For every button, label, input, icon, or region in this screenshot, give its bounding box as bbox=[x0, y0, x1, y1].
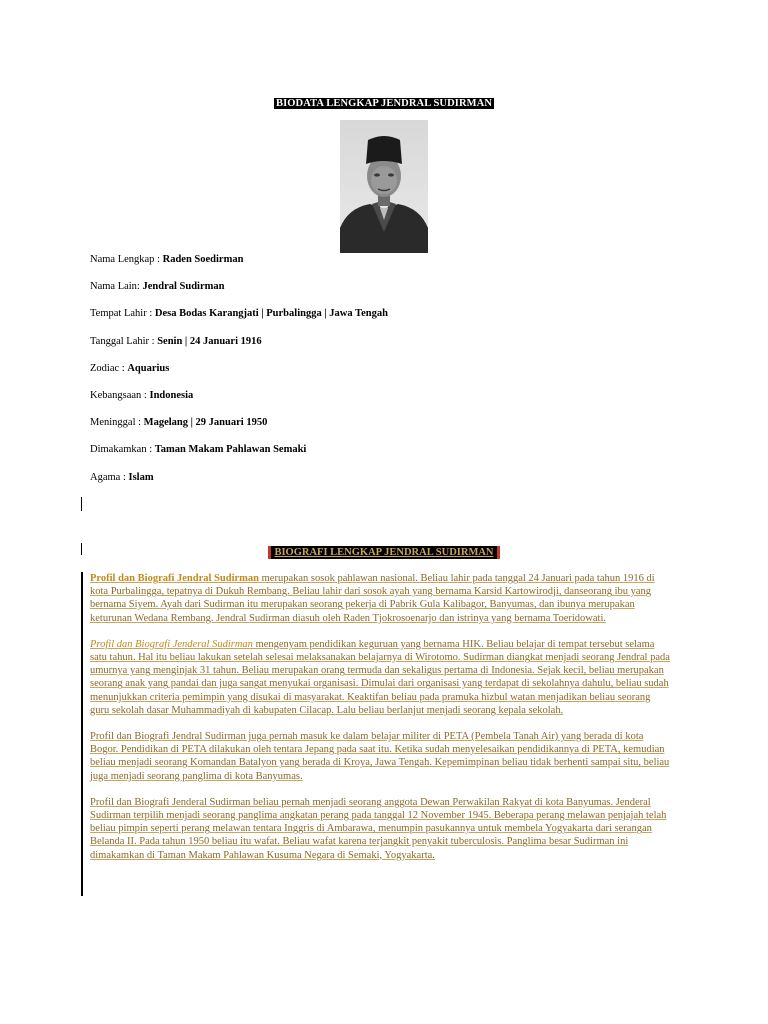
portrait-image bbox=[340, 120, 428, 253]
field-value: Jendral Sudirman bbox=[142, 281, 225, 293]
text-cursor-mark bbox=[81, 497, 82, 511]
field-label: Dimakamkan : bbox=[90, 444, 155, 456]
paragraph-text[interactable]: merupakan sosok pahlawan nasional. Beliau lahir pada tanggal 24 Januari pada tahun 1916 di kota Purbalingga, tepatnya di Dukuh Rembang. Beliau lahir dari sosok ayah yang bernama Karsid Kartowirodji, danseorang ibu yang bernama Siyem. Ayah dari Sudirman itu merupakan seorang pekerja di Pabrik Gula Kalibagor, Banyumas, dan ibunya merupakan keturunan Wedana Rembang. Jendral Sudirman diasuh oleh Raden Tjokrosoenarjo dan istrinya yang bernama Toeridowati. bbox=[90, 573, 655, 624]
paragraph-text[interactable]: mengenyam pendidikan keguruan yang bernama HIK. Beliau belajar di tempat tersebut selama satu tahun. Hal itu beliau lakukan setelah selesai melaksanakan belajarnya di Wirotomo. Sudirman diangkat menjadi seorang Jendral pada umurnya yang menginjak 31 tahun. Beliau merupakan orang termuda dan sekaligus pertama di Indonesia. Sejak kecil, beliau merupakan seorang anak yang pandai dan juga sangat menyukai organisasi. Dimulai dari organisasi yang terdapat di sekolahnya dahulu, beliau sudah menunjukkan criteria pemimpin yang disukai di masyarakat. Keaktifan beliau pada pramuka hizbul watan menjadikan beliau seorang guru sekolah dasar Muhammadiyah di kabupaten Cilacap. Lalu beliau berlanjut menjadi seorang kepala sekolah. bbox=[90, 638, 670, 716]
field-label: Meninggal : bbox=[90, 417, 144, 429]
field-value: Aquarius bbox=[127, 362, 170, 374]
title-wrapper bbox=[0, 93, 768, 111]
paragraph-lead[interactable]: Profil dan Biografi Jendral Sudirman bbox=[90, 573, 259, 584]
field-value: Islam bbox=[128, 471, 154, 483]
field-tempat-lahir bbox=[90, 308, 690, 320]
field-label: Zodiac : bbox=[90, 362, 128, 374]
field-label: Agama : bbox=[90, 471, 129, 483]
paragraph bbox=[90, 638, 670, 717]
document-title: BIODATA LENGKAP JENDRAL SUDIRMAN bbox=[275, 98, 493, 109]
field-value: Desa Bodas Karangjati | Purbalingga | Jawa Tengah bbox=[154, 308, 388, 320]
field-label: Tanggal Lahir : bbox=[90, 335, 158, 347]
paragraph bbox=[90, 796, 670, 862]
field-value: Taman Makam Pahlawan Semaki bbox=[154, 444, 307, 456]
field-nama-lengkap bbox=[90, 254, 690, 266]
section-heading: BIOGRAFI LENGKAP JENDRAL SUDIRMAN bbox=[268, 546, 499, 559]
paragraph bbox=[90, 730, 670, 783]
field-label: Nama Lain: bbox=[90, 281, 143, 293]
field-value: Senin | 24 Januari 1916 bbox=[157, 335, 262, 347]
field-agama bbox=[90, 472, 690, 484]
field-value: Raden Soedirman bbox=[162, 254, 244, 265]
content-left-border bbox=[81, 572, 83, 896]
field-label: Tempat Lahir : bbox=[90, 308, 155, 320]
biodata-fields bbox=[90, 254, 690, 499]
field-value: Indonesia bbox=[149, 389, 194, 401]
paragraph-text[interactable]: Profil dan Biografi Jenderal Sudirman beliau pernah menjadi seorang anggota Dewan Perwakilan Rakyat di kota Banyumas. Jenderal Sudirman terpilih menjadi seorang panglima angkatan perang pada tanggal 12 November 1945. Beberapa perang melawan penjajah telah beliau pimpin seperti perang melawan tentara Inggris di Ambarawa, menumpin pasukannya untuk membela Yogyakarta dari serangan Belanda II. Pada tahun 1950 beliau itu wafat. Beliau wafat karena terjangkit penyakit tuberculosis. Panglima besar Sudirman ini dimakamkan di Taman Makam Pahlawan Kusuma Negara di Semaki, Yogyakarta. bbox=[90, 796, 667, 861]
field-value: Magelang | 29 Januari 1950 bbox=[143, 417, 268, 429]
field-label: Kebangsaan : bbox=[90, 389, 150, 401]
field-meninggal bbox=[90, 417, 690, 429]
paragraph bbox=[90, 572, 670, 625]
paragraph-lead[interactable]: Profil dan Biografi Jenderal Sudirman bbox=[90, 638, 253, 650]
field-nama-lain bbox=[90, 281, 690, 293]
portrait-photo bbox=[340, 120, 428, 253]
section-heading-wrapper bbox=[0, 542, 768, 560]
paragraph-text[interactable]: Profil dan Biografi Jendral Sudirman juga pernah masuk ke dalam belajar militer di PETA (Pembela Tanah Air) yang berada di kota Bogor. Pendidikan di PETA dilakukan oleh tentara Jepang pada saat itu. Ketika sudah menyelesaikan pendidikannya di PETA, kemudian beliau menjadi seorang Komandan Batalyon yang berada di Kroya, Jawa Tengah. Kepemimpinan beliau tidak berhenti sampai situ, beliau juga menjadi seorang panglima di kota Banyumas. bbox=[90, 731, 670, 782]
biography-body bbox=[90, 572, 670, 875]
field-kebangsaan bbox=[90, 390, 690, 402]
field-label: Nama Lengkap : bbox=[90, 254, 163, 265]
field-tanggal-lahir bbox=[90, 336, 690, 348]
field-dimakamkan bbox=[90, 444, 690, 456]
field-zodiac bbox=[90, 363, 690, 375]
